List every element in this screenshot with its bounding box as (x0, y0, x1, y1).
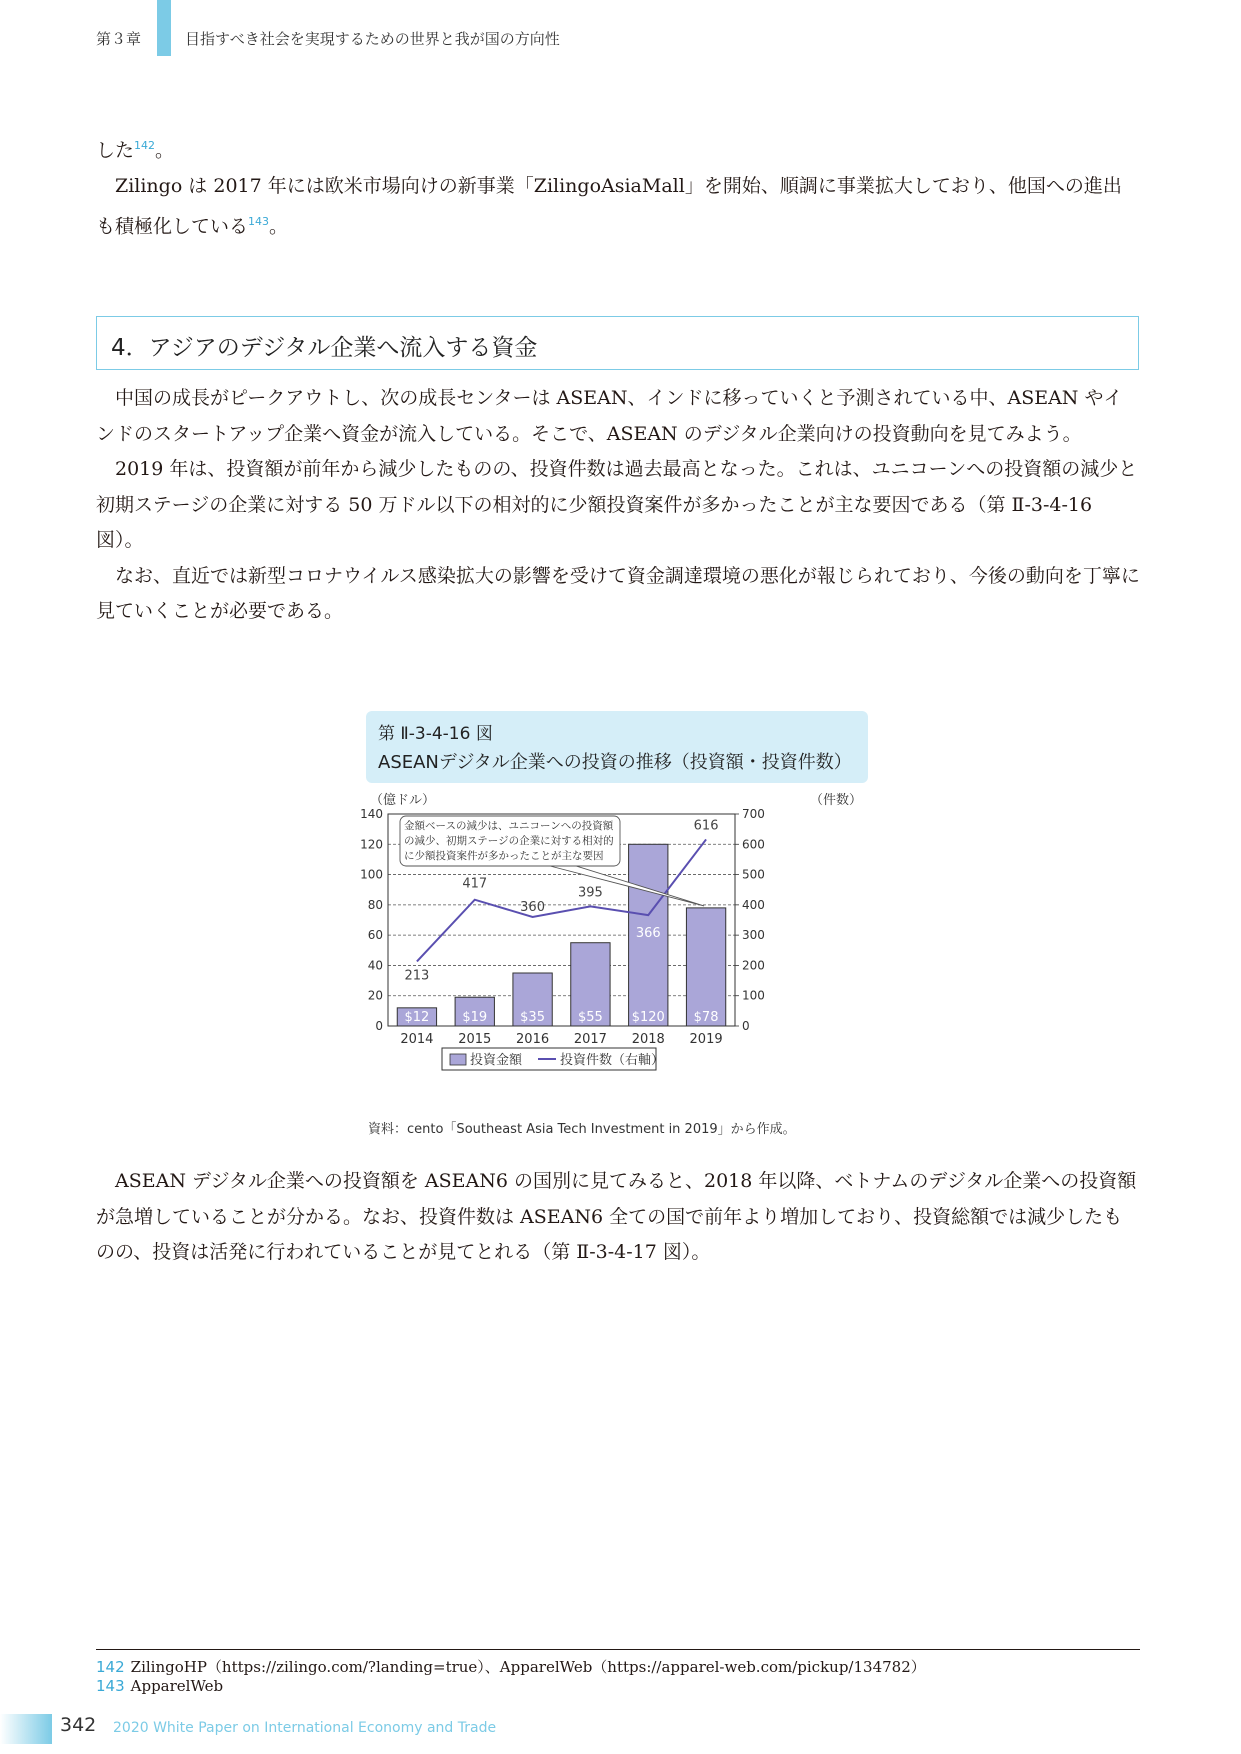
figure-title: ASEANデジタル企業への投資の推移（投資額・投資件数） (378, 752, 852, 773)
x-tick-2019: 2019 (689, 1032, 723, 1047)
y-tick-right: 700 (742, 807, 765, 821)
intro-line-end: 。 (155, 139, 175, 162)
y-tick-left: 80 (367, 897, 383, 912)
bar-label-2015: $19 (462, 1010, 488, 1025)
bar-2019 (686, 908, 725, 1026)
legend-label-line: 投資件数（右軸） (560, 1053, 665, 1068)
y-tick-left: 20 (367, 988, 383, 1003)
x-tick-2015: 2015 (458, 1032, 492, 1047)
annotation-line: の減少、初期ステージの企業に対する相対的 (404, 835, 614, 847)
footnote-number: 143 (96, 1677, 125, 1695)
footnote-text: ZilingoHP（https://zilingo.com/?landing=true）、ApparelWeb（https://apparel-web.com/pickup/134782） (130, 1658, 926, 1676)
closing-paragraph: ASEAN デジタル企業への投資額を ASEAN6 の国別に見てみると、2018 年以降、ベトナムのデジタル企業への投資額が急増していることが分かる。なお、投資件数は ASEAN6 全ての国で前年より増加しており、投資総額では減少したものの、投資は活発に行われていることが見てとれる（第 Ⅱ-3-4-17 図）。 (96, 1170, 1137, 1263)
page-number: 342 (60, 1714, 97, 1736)
figure-title-box (366, 711, 868, 783)
y-axis-label-left: （億ドル） (370, 793, 436, 808)
footnote-rule (96, 1649, 1140, 1650)
line-label-2014: 213 (404, 968, 430, 984)
section-paragraph-1: 中国の成長がピークアウトし、次の成長センターは ASEAN、インドに移っていくと予測されている中、ASEAN やインドのスタートアップ企業へ資金が流入している。そこで、ASEAN のデジタル企業向けの投資動向を見てみよう。 (96, 387, 1123, 445)
x-tick-2014: 2014 (400, 1032, 434, 1047)
bars (397, 844, 725, 1026)
bar-label-2018: $120 (631, 1010, 665, 1025)
annotation-line: に少額投資案件が多かったことが主な要因 (404, 850, 604, 862)
figure-source: 資料：cento「Southeast Asia Tech Investment in 2019」から作成。 (368, 1122, 796, 1137)
y-tick-right: 300 (742, 928, 765, 943)
y-tick-left: 100 (360, 867, 383, 882)
y-tick-right: 0 (742, 1019, 750, 1033)
section-paragraph-2: 2019 年は、投資額が前年から減少したものの、投資件数は過去最高となった。これは、ユニコーンへの投資額の減少と初期ステージの企業に対する 50 万ドル以下の相対的に少額投資案件が多かったことが主な要因である（第 Ⅱ-3-4-16 図）。 (96, 458, 1138, 551)
y-axis-label-right: （件数） (809, 793, 862, 808)
footnote-text: ApparelWeb (130, 1677, 224, 1695)
section-heading-box (96, 316, 1139, 370)
y-tick-right: 600 (742, 837, 765, 852)
closing-body (96, 1164, 1140, 1271)
y-tick-left: 140 (360, 807, 383, 821)
y-tick-right: 500 (742, 867, 765, 882)
section-paragraph-3: なお、直近では新型コロナウイルス感染拡大の影響を受けて資金調達環境の悪化が報じられており、今後の動向を丁寧に見ていくことが必要である。 (96, 564, 1140, 622)
bar-label-2016: $35 (520, 1010, 545, 1025)
footnote-ref-143[interactable]: 143 (248, 215, 270, 229)
legend-swatch-bar (450, 1054, 466, 1065)
line-label-2018: 366 (635, 926, 661, 942)
line-label-2017: 395 (578, 885, 603, 901)
footer-accent-bar (0, 1714, 52, 1744)
intro-text (96, 128, 1140, 245)
line-label-2019: 616 (693, 818, 719, 834)
y-tick-right: 200 (742, 958, 765, 973)
intro-paragraph-text: Zilingo は 2017 年には欧米市場向けの新事業「ZilingoAsiaMall」を開始、順調に事業拡大しており、他国への進出も積極化している (96, 174, 1122, 238)
intro-paragraph-end: 。 (269, 215, 289, 238)
footer-title: 2020 White Paper on International Economy and Trade (113, 1720, 497, 1736)
y-tick-right: 400 (742, 897, 765, 912)
chapter-title: 目指すべき社会を実現するための世界と我が国の方向性 (185, 30, 560, 48)
x-tick-2018: 2018 (631, 1032, 665, 1047)
y-tick-right: 100 (742, 988, 765, 1003)
intro-paragraph (96, 169, 1140, 245)
footnote-142 (96, 1656, 926, 1677)
footnote-ref-142[interactable]: 142 (134, 139, 156, 152)
line-label-2016: 360 (520, 899, 545, 915)
y-tick-left: 60 (367, 928, 383, 943)
footnote-143 (96, 1677, 223, 1695)
header-accent-bar (157, 0, 171, 56)
y-tick-left: 120 (360, 837, 383, 852)
line-label-2015: 417 (462, 876, 488, 892)
section-title: 4．アジアのデジタル企業へ流入する資金 (111, 335, 538, 361)
legend (442, 1048, 664, 1070)
chapter-label: 第３章 (96, 30, 142, 48)
investment-chart (360, 786, 868, 1116)
y-tick-left: 0 (375, 1019, 383, 1033)
intro-line (96, 128, 1140, 169)
annotation-line: 金額ベースの減少は、ユニコーンへの投資額 (404, 820, 614, 832)
figure-number: 第 Ⅱ-3-4-16 図 (378, 724, 493, 744)
x-tick-2016: 2016 (516, 1032, 550, 1047)
footnote-number: 142 (96, 1658, 125, 1676)
intro-line-text: した (96, 139, 135, 162)
bar-labels (405, 1010, 719, 1025)
section-body (96, 381, 1140, 630)
bar-label-2017: $55 (578, 1010, 603, 1025)
y-tick-left: 40 (367, 958, 383, 973)
bar-label-2014: $12 (404, 1010, 430, 1025)
bar-label-2019: $78 (693, 1010, 719, 1025)
legend-label-bar: 投資金額 (470, 1053, 523, 1068)
x-tick-2017: 2017 (573, 1032, 607, 1047)
